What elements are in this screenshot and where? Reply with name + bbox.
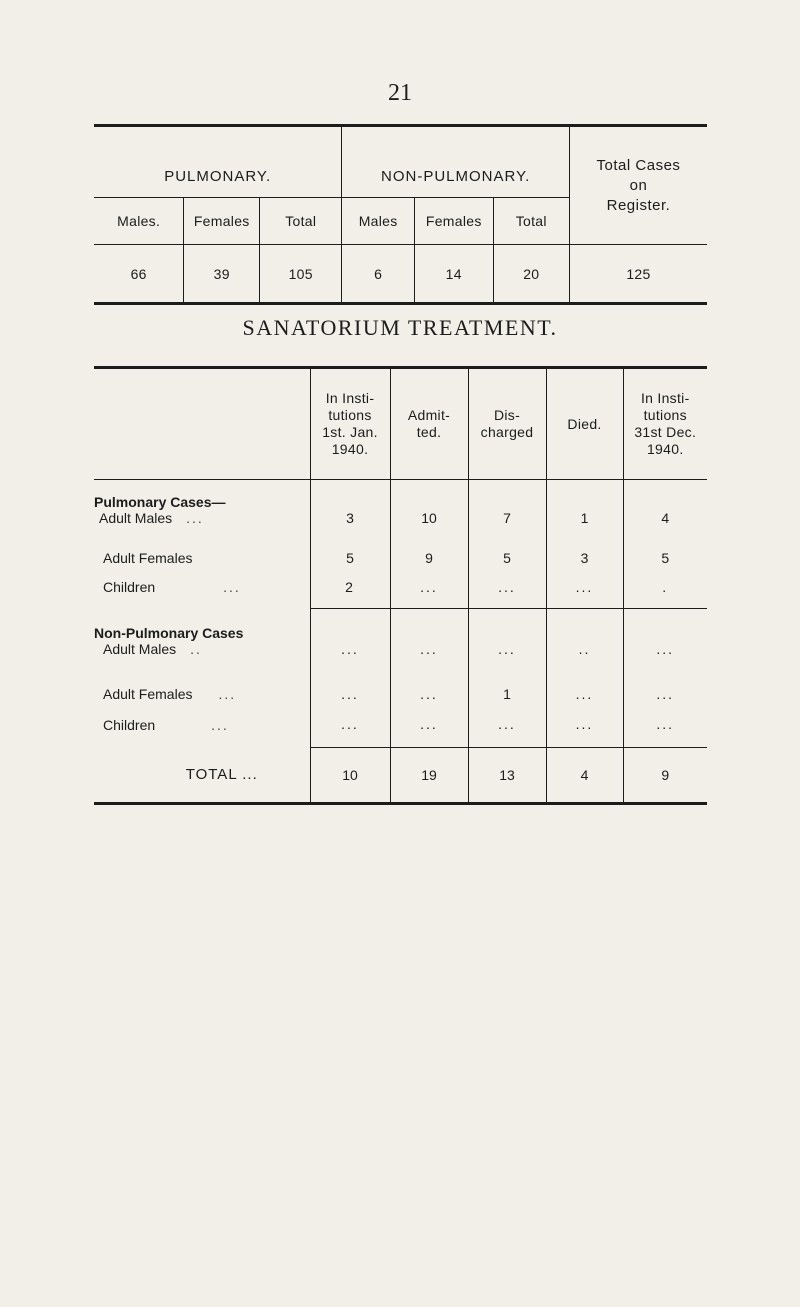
col-header: Females — [414, 198, 493, 245]
value-cell: 1 — [546, 480, 623, 528]
value-cell: 10 — [390, 480, 468, 528]
pulmonary-cases-heading: Pulmonary Cases— — [94, 493, 226, 510]
value-cell: ... — [390, 659, 468, 702]
total-cell: 13 — [468, 748, 546, 804]
col-header: In Insti- tutions 1st. Jan. 1940. — [310, 368, 390, 480]
value-cell: 39 — [184, 245, 260, 304]
total-row-label: TOTAL ... — [185, 766, 258, 784]
value-cell: ... — [468, 609, 546, 659]
non-pulmonary-group-header: NON-PULMONARY. — [342, 126, 570, 198]
value-cell: 3 — [310, 480, 390, 528]
value-cell: 2 — [310, 566, 390, 609]
value-cell: 3 — [546, 528, 623, 566]
value-cell: 125 — [569, 245, 707, 304]
col-header: Dis- charged — [468, 368, 546, 480]
value-cell: 5 — [623, 528, 707, 566]
value-cell: ... — [390, 609, 468, 659]
value-cell: 66 — [94, 245, 184, 304]
value-cell: ... — [623, 609, 707, 659]
value-cell: ... — [546, 566, 623, 609]
value-cell: ... — [468, 702, 546, 748]
value-cell: ... — [546, 702, 623, 748]
row-label: Adult Females — [103, 549, 193, 566]
col-header: Died. — [546, 368, 623, 480]
col-header: Total — [260, 198, 342, 245]
total-cell: 10 — [310, 748, 390, 804]
sanatorium-treatment-table — [94, 366, 707, 805]
value-cell: 5 — [468, 528, 546, 566]
row-label: Non-Pulmonary Cases Adult Males .. — [94, 609, 310, 659]
row-label: Children ... — [103, 716, 229, 733]
value-cell: ... — [546, 659, 623, 702]
label-column-header — [94, 368, 310, 480]
col-header: Females — [184, 198, 260, 245]
value-cell: ... — [310, 659, 390, 702]
value-cell: ... — [390, 566, 468, 609]
total-cell: 19 — [390, 748, 468, 804]
col-header: Admit- ted. — [390, 368, 468, 480]
page-number: 21 — [388, 80, 412, 106]
value-cell: . — [623, 566, 707, 609]
value-cell: 9 — [390, 528, 468, 566]
value-cell: ... — [310, 702, 390, 748]
value-cell: 20 — [493, 245, 569, 304]
value-cell: ... — [623, 702, 707, 748]
section-title: SANATORIUM TREATMENT. — [242, 315, 558, 340]
col-header: Males. — [94, 198, 184, 245]
row-label: Pulmonary Cases— Adult Males ... — [94, 480, 310, 528]
value-cell: 4 — [623, 480, 707, 528]
col-header: Total — [493, 198, 569, 245]
col-header: Males — [342, 198, 415, 245]
value-cell: 5 — [310, 528, 390, 566]
total-register-header: Total Cases on Register. — [596, 156, 681, 214]
value-cell: 14 — [414, 245, 493, 304]
col-header: In Insti- tutions 31st Dec. 1940. — [623, 368, 707, 480]
value-cell: 6 — [342, 245, 415, 304]
pulmonary-group-header: PULMONARY. — [94, 126, 342, 198]
value-cell: 105 — [260, 245, 342, 304]
value-cell: ... — [310, 609, 390, 659]
value-cell: ... — [623, 659, 707, 702]
value-cell: ... — [468, 566, 546, 609]
value-cell: 1 — [468, 659, 546, 702]
value-cell: 7 — [468, 480, 546, 528]
row-label: Children ... — [103, 579, 241, 595]
total-cell: 4 — [546, 748, 623, 804]
register-summary-table — [94, 124, 707, 305]
row-label: Adult Females ... — [103, 685, 237, 702]
non-pulmonary-cases-heading: Non-Pulmonary Cases — [94, 624, 244, 641]
value-cell: .. — [546, 609, 623, 659]
value-cell: ... — [390, 702, 468, 748]
total-cell: 9 — [623, 748, 707, 804]
